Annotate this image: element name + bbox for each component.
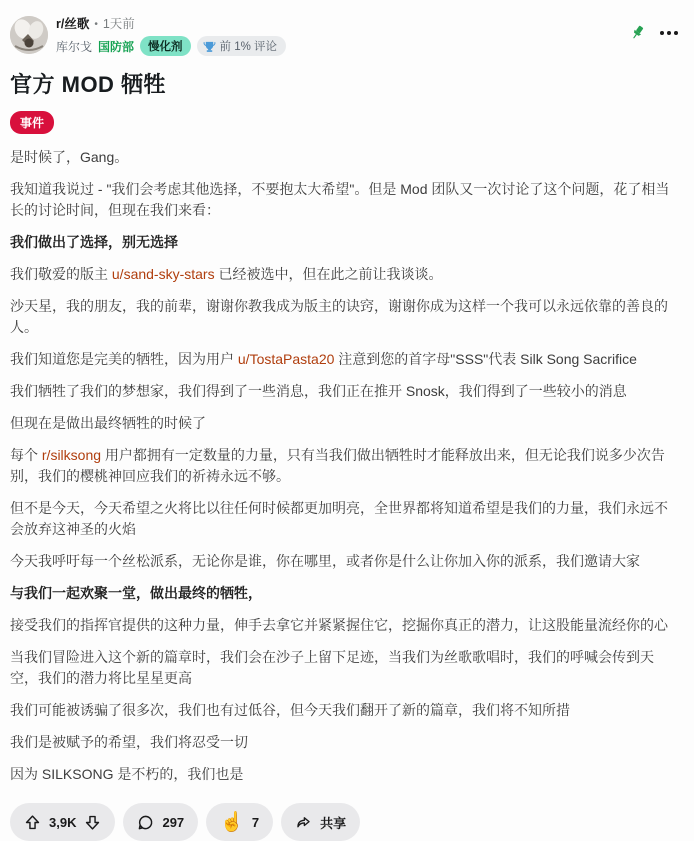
top-commenter-label: 前 1% 评论	[219, 41, 278, 53]
post-meta	[56, 16, 629, 56]
author-name[interactable]: 库尔戈	[56, 39, 93, 54]
post-header	[10, 16, 680, 56]
pin-icon	[629, 24, 646, 41]
post-paragraph: 但现在是做出最终牺牲的时候了	[10, 415, 206, 431]
more-options-button[interactable]	[658, 27, 680, 39]
post-paragraph: 沙天星，我的朋友，我的前辈，谢谢你教我成为版主的诀窍，谢谢你成为这样一个我可以永远依靠的善良的人。	[10, 298, 668, 335]
award-count: 7	[251, 814, 260, 830]
comment-icon	[137, 814, 154, 831]
comment-count: 297	[162, 814, 185, 830]
post-paragraph: 接受我们的指挥官提供的这种力量，伸手去拿它并紧紧握住它，挖掘你真正的潜力，让这股能量流经你的心	[10, 617, 668, 633]
comments-button[interactable]	[123, 803, 198, 841]
post-paragraph: 我们敬爱的版主 u/sand-sky-stars 已经被选中，但在此之前让我谈谈。	[10, 266, 443, 282]
post-body	[10, 147, 680, 785]
post-paragraph: 今天我呼吁每一个丝松派系，无论你是谁，你在哪里，或者你是什么让你加入你的派系，我们邀请大家	[10, 553, 640, 569]
post-paragraph: 我们知道您是完美的牺牲，因为用户 u/TostaPasta20 注意到您的首字母"SSS"代表 Silk Song Sacrifice	[10, 351, 637, 367]
vote-count: 3,9K	[49, 814, 77, 830]
post-paragraph: 我们可能被诱骗了很多次，我们也有过低谷，但今天我们翻开了新的篇章，我们将不知所措	[10, 702, 570, 718]
author-flair: 国防部	[98, 39, 135, 54]
post-paragraph: 但不是今天，今天希望之火将比以往任何时候都更加明亮，全世界都将知道希望是我们的力量，我们永远不会放弃这神圣的火焰	[10, 500, 668, 537]
post-flair-badge[interactable]: 事件	[10, 111, 54, 134]
post-time: 1天前	[102, 17, 135, 31]
meta-separator: •	[94, 19, 98, 30]
user-link[interactable]: u/TostaPasta20	[237, 351, 335, 367]
award-button[interactable]	[206, 803, 273, 841]
vote-pill[interactable]	[10, 803, 115, 841]
post-paragraph: 与我们一起欢聚一堂，做出最终的牺牲，	[10, 585, 262, 601]
subreddit-name[interactable]: r/丝歌	[56, 17, 90, 31]
trophy-icon	[203, 40, 216, 53]
author-badge-teal: 慢化剂	[140, 36, 191, 56]
post-paragraph: 每个 r/silksong 用户都拥有一定数量的力量，只有当我们做出牺牲时才能释放出来，但无论我们说多少次告别，我们的樱桃神回应我们的祈祷永远不够。	[10, 447, 665, 484]
top-commenter-badge	[197, 36, 287, 56]
post-paragraph: 我知道我说过 - "我们会考虑其他选择，不要抱太大希望"。但是 Mod 团队又一次讨论了这个问题，花了相当长的讨论时间，但现在我们来看：	[10, 181, 670, 218]
subreddit-link[interactable]: r/silksong	[41, 447, 102, 463]
award-hand-icon: ☝	[220, 811, 244, 833]
user-link[interactable]: u/sand-sky-stars	[111, 266, 215, 282]
post-paragraph: 因为 SILKSONG 是不朽的，我们也是	[10, 766, 244, 782]
share-button[interactable]	[281, 803, 360, 841]
downvote-icon[interactable]	[84, 814, 101, 831]
post-paragraph: 当我们冒险进入这个新的篇章时，我们会在沙子上留下足迹，当我们为丝歌歌唱时，我们的呼喊会传到天空，我们的潜力将比星星更高	[10, 649, 654, 686]
upvote-icon[interactable]	[24, 814, 41, 831]
post-action-bar	[10, 803, 680, 841]
avatar-art	[10, 16, 48, 54]
post-paragraph: 我们是被赋予的希望，我们将忍受一切	[10, 734, 248, 750]
post-paragraph: 我们做出了选择，别无选择	[10, 234, 178, 250]
share-icon	[295, 814, 312, 831]
share-label: 共享	[320, 815, 347, 831]
post-title: 官方 MOD 牺牲	[10, 72, 167, 97]
post-paragraph: 是时候了，Gang。	[10, 149, 129, 165]
header-actions	[629, 16, 680, 41]
subreddit-avatar[interactable]	[10, 16, 48, 54]
post-paragraph: 我们牺牲了我们的梦想家，我们得到了一些消息，我们正在推开 Snosk，我们得到了一些较小的消息	[10, 383, 627, 399]
